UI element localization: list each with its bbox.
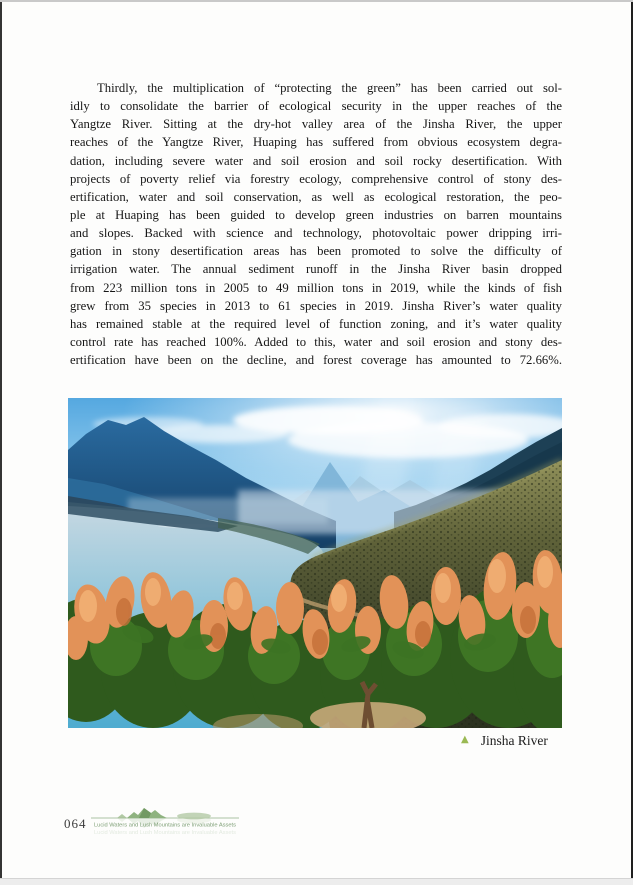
paragraph-line: grew from 35 species in 2013 to 61 species in 2019. Jinsha River’s water quality <box>70 298 562 313</box>
paragraph-line: gation in stony desertification areas has been promoted to solve the difficulty of <box>70 244 562 259</box>
paragraph-line: dation, including severe water and soil erosion and soil rocky desertification. With <box>70 153 562 168</box>
paragraph-line: has remained stable at the required level of function zoning, and it’s water quality <box>70 316 562 331</box>
page-edge-top <box>0 0 633 2</box>
paragraph-line: projects of poverty relief via forestry ecology, comprehensive control of stony des- <box>70 171 562 186</box>
paragraph-line: from 223 million tons in 2005 to 49 million tons in 2019, while the kinds of fish <box>70 280 562 295</box>
paragraph-line: reaches of the Yangtze River, Huaping has suffered from obvious ecosystem degra- <box>70 135 562 150</box>
caption-label: Jinsha River <box>480 733 548 748</box>
caption-triangle-icon: ▲ <box>461 734 469 745</box>
footer-logo <box>89 803 241 845</box>
page-edge-left <box>0 2 2 878</box>
page-number: 064 <box>64 816 87 831</box>
paragraph-line: Yangtze River. Sitting at the dry-hot valley area of the Jinsha River, the upper <box>70 117 562 132</box>
footer-slogan-reflection: Lucid Waters and Lush Mountains are Invaluable Assets <box>94 830 237 836</box>
paragraph-line: idly to consolidate the barrier of ecological security in the upper reaches of the <box>70 99 562 114</box>
paragraph-line: ertification, water and soil conservation, as well as ecological restoration, the peo- <box>70 189 562 204</box>
jinsha-river-photo <box>68 398 562 728</box>
paragraph-line: irrigation water. The annual sediment runoff in the Jinsha River basin dropped <box>70 262 562 277</box>
paragraph-line: ple at Huaping has been guided to develop green industries on barren mountains <box>70 207 562 222</box>
paragraph-line: control rate has reached 100%. Added to this, water and soil erosion and stony des- <box>70 334 562 349</box>
paragraph-line: Thirdly, the multiplication of “protecting the green” has been carried out sol- <box>97 81 562 95</box>
paragraph-line: ertification have been on the decline, and forest coverage has amounted to 72.66%. <box>70 353 562 368</box>
photo-caption <box>461 733 548 749</box>
mountain-logo-graphic <box>89 803 241 845</box>
footer-slogan: Lucid Waters and Lush Mountains are Invaluable Assets <box>94 822 237 829</box>
paragraph-line: and slopes. Backed with science and technology, photovoltaic power dripping irri- <box>70 226 562 241</box>
page-edge-bottom <box>0 878 633 885</box>
landscape-illustration <box>68 398 562 728</box>
body-paragraph <box>70 79 562 369</box>
